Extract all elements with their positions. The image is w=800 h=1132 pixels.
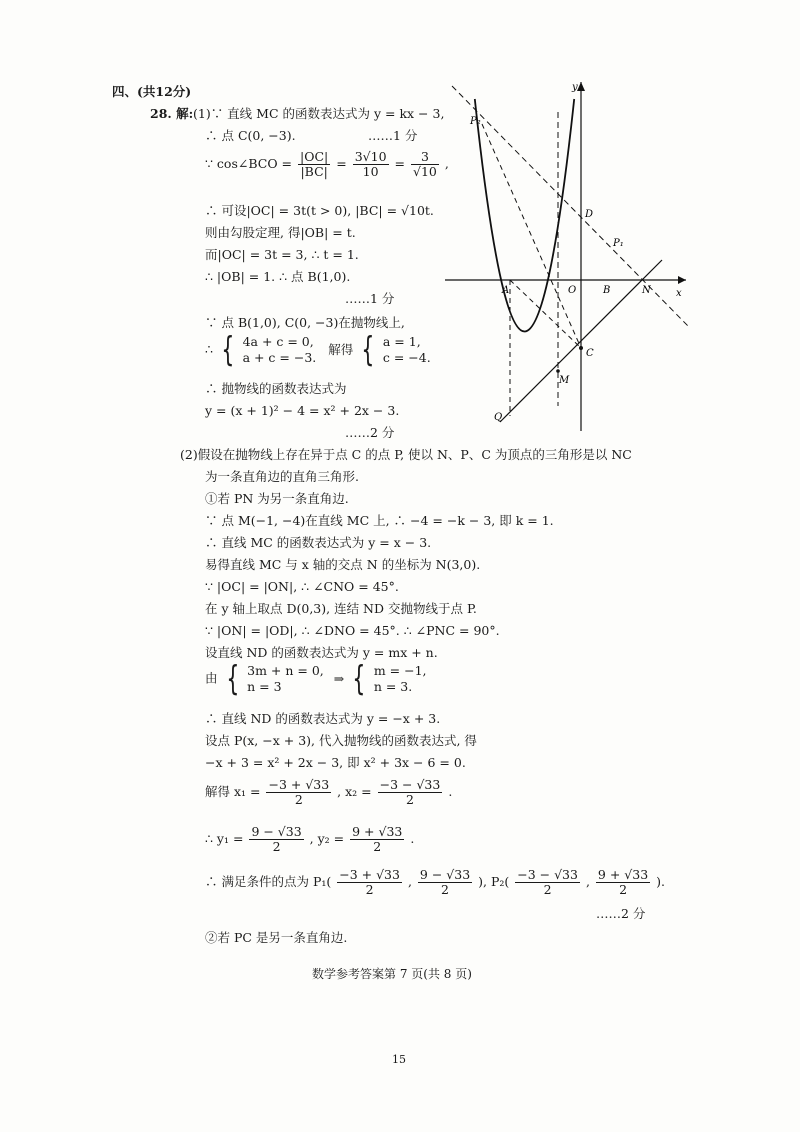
y-end: .: [410, 831, 415, 846]
p2-line6: 易得直线 MC 与 x 轴的交点 N 的坐标为 N(3,0).: [205, 557, 481, 572]
cos-end: ,: [444, 156, 449, 171]
x-solutions: [205, 778, 452, 807]
y-solutions: [205, 825, 414, 854]
p2-line8: 在 y 轴上取点 D(0,3), 连结 ND 交抛物线于点 P.: [205, 601, 477, 616]
system-mn-right: [374, 663, 427, 695]
x-arrow-icon: [678, 276, 686, 284]
p2y-den: 2: [619, 882, 628, 897]
cos-prefix: ∵ cos∠BCO =: [205, 156, 293, 171]
p1x-den: 2: [365, 882, 374, 897]
p2-score4: ……2 分: [596, 906, 646, 921]
left-brace-icon: {: [221, 330, 235, 370]
p2y-frac: [596, 868, 650, 897]
y1-frac: [249, 825, 303, 854]
p-comma2: ,: [585, 874, 590, 889]
x-end: .: [448, 784, 453, 799]
p1-score2: ……1 分: [345, 291, 395, 306]
p-points: [205, 868, 665, 897]
p1y-den: 2: [441, 882, 449, 897]
p1-line10: y = (x + 1)² − 4 = x² + 2x − 3.: [205, 403, 400, 418]
cos-den2: 10: [362, 164, 379, 179]
y-prefix: ∴ y₁ =: [205, 831, 244, 846]
p2-line3: ①若 PN 为另一条直角边.: [205, 491, 349, 506]
system-mn-sol2: n = 3.: [373, 679, 413, 694]
p1-line5: 则由勾股定理, 得|OB| = t.: [205, 225, 356, 240]
p2-line9: ∵ |ON| = |OD|, ∴ ∠DNO = 45°. ∴ ∠PNC = 90°.: [205, 623, 500, 638]
system-sol1: a = 1,: [382, 334, 421, 349]
system-abc: [205, 330, 431, 370]
left-brace-icon: {: [225, 659, 239, 699]
label-x: x: [676, 288, 682, 299]
y1-den: 2: [272, 839, 281, 854]
y-mid: , y₂ =: [309, 831, 345, 846]
label-d: D: [585, 209, 594, 220]
point-m: [556, 369, 560, 373]
y2-den: 2: [373, 839, 382, 854]
system-mn-sol1: m = −1,: [373, 663, 427, 678]
problem-label: 28. 解:: [150, 106, 194, 121]
cos-frac2: [353, 150, 389, 179]
p1-score3: ……2 分: [345, 425, 395, 440]
section-header: 四、(共12分): [112, 84, 192, 99]
x1-den: 2: [294, 792, 303, 807]
p1y-num: 9 − √33: [419, 867, 471, 882]
system-mn-left: [247, 663, 324, 695]
p2x-den: 2: [543, 882, 552, 897]
cos-num2: 3√10: [354, 149, 387, 164]
cos-den3: √10: [413, 164, 437, 179]
p2x-num: −3 − √33: [517, 867, 578, 882]
x-prefix: 解得 x₁ =: [205, 784, 261, 799]
label-q: Q: [494, 412, 503, 423]
line-p2c: [482, 124, 581, 348]
point-c: [579, 346, 583, 350]
system-solve: 解得: [328, 341, 354, 357]
p1-line6: 而|OC| = 3t = 3, ∴ t = 1.: [205, 247, 359, 262]
cos-frac1: [298, 150, 330, 179]
p-end: ).: [656, 874, 666, 889]
page-footer: 数学参考答案第 7 页(共 8 页): [312, 967, 472, 981]
system-mn-eq2: n = 3: [247, 679, 282, 694]
p1x-num: −3 + √33: [339, 867, 400, 882]
p1-score1: ……1 分: [368, 128, 418, 143]
system-eq2: a + c = −3.: [242, 350, 317, 365]
p2-line10: 设直线 ND 的函数表达式为 y = mx + n.: [205, 645, 438, 660]
y-arrow-icon: [577, 82, 585, 91]
cos-num3: 3: [411, 150, 439, 165]
system-mn-prefix: 由: [205, 670, 218, 686]
p1-line9: ∴ 抛物线的函数表达式为: [205, 381, 347, 396]
p1y-frac: [418, 868, 472, 897]
cos-eq2: =: [394, 156, 406, 171]
cos-equation: [205, 150, 449, 179]
label-y: y: [572, 82, 578, 93]
y2-num: 9 + √33: [352, 824, 403, 839]
p1-line2: ∴ 点 C(0, −3).: [205, 128, 296, 143]
p-prefix: ∴ 满足条件的点为 P₁(: [205, 874, 332, 889]
p2-line1: (2)假设在抛物线上存在异于点 C 的点 P, 使以 N、P、C 为顶点的三角形是以 NC: [180, 447, 632, 462]
left-brace-icon: {: [352, 659, 366, 699]
p1-line8: ∵ 点 B(1,0), C(0, −3)在抛物线上,: [205, 315, 405, 330]
x2-den: 2: [406, 792, 414, 807]
x2-frac: [378, 778, 443, 807]
label-p1: P₁: [613, 238, 624, 249]
label-m: M: [559, 375, 570, 386]
p2-line13: −x + 3 = x² + 2x − 3, 即 x² + 3x − 6 = 0.: [205, 755, 466, 770]
label-b: B: [603, 285, 611, 296]
cos-num1: |OC|: [300, 149, 329, 164]
p2-line5: ∴ 直线 MC 的函数表达式为 y = x − 3.: [205, 535, 432, 550]
p2-line11: ∴ 直线 ND 的函数表达式为 y = −x + 3.: [205, 711, 441, 726]
p1-line4: ∴ 可设|OC| = 3t(t > 0), |BC| = √10t.: [205, 203, 434, 218]
p2x-frac: [515, 868, 580, 897]
system-left: [243, 334, 317, 366]
p-mid: ), P₂(: [478, 874, 510, 889]
label-a: A: [502, 285, 510, 296]
cos-frac3: [411, 150, 439, 179]
parabola-curve: [475, 99, 577, 332]
p2-line2: 为一条直角边的直角三角形.: [205, 469, 359, 484]
label-p2: P₂: [470, 116, 481, 127]
system-prefix: ∴: [205, 341, 213, 357]
x-mid: , x₂ =: [337, 784, 372, 799]
system-mn: [205, 659, 427, 699]
x1-num: −3 + √33: [268, 777, 330, 792]
p2-line4: ∵ 点 M(−1, −4)在直线 MC 上, ∴ −4 = −k − 3, 即 k = 1.: [205, 513, 554, 528]
system-sol2: c = −4.: [382, 350, 431, 365]
y2-frac: [350, 825, 404, 854]
p1-line7: ∴ |OB| = 1. ∴ 点 B(1,0).: [205, 269, 351, 284]
p2-line7: ∵ |OC| = |ON|, ∴ ∠CNO = 45°.: [205, 579, 399, 594]
y1-num: 9 − √33: [251, 824, 302, 839]
system-right: [383, 334, 431, 366]
x2-num: −3 − √33: [379, 777, 441, 792]
page-number: 15: [392, 1053, 406, 1066]
cos-eq1: =: [336, 156, 347, 171]
p1x-frac: [337, 868, 402, 897]
system-eq1: 4a + c = 0,: [242, 334, 314, 349]
system-mn-eq1: 3m + n = 0,: [247, 663, 324, 678]
p-comma1: ,: [407, 874, 412, 889]
parabola-figure: [440, 76, 690, 434]
label-c: C: [586, 348, 594, 359]
implies-arrow: ⇒: [333, 670, 345, 686]
left-brace-icon: {: [361, 330, 375, 370]
p2-line14: ②若 PC 是另一条直角边.: [205, 930, 348, 945]
label-o: O: [568, 285, 577, 296]
label-n: N: [642, 285, 651, 296]
p2-line12: 设点 P(x, −x + 3), 代入抛物线的函数表达式, 得: [205, 733, 477, 748]
x1-frac: [266, 778, 331, 807]
p1-line1: (1)∵ 直线 MC 的函数表达式为 y = kx − 3,: [193, 106, 445, 121]
p2y-num: 9 + √33: [597, 867, 649, 882]
cos-den1: |BC|: [300, 164, 328, 179]
